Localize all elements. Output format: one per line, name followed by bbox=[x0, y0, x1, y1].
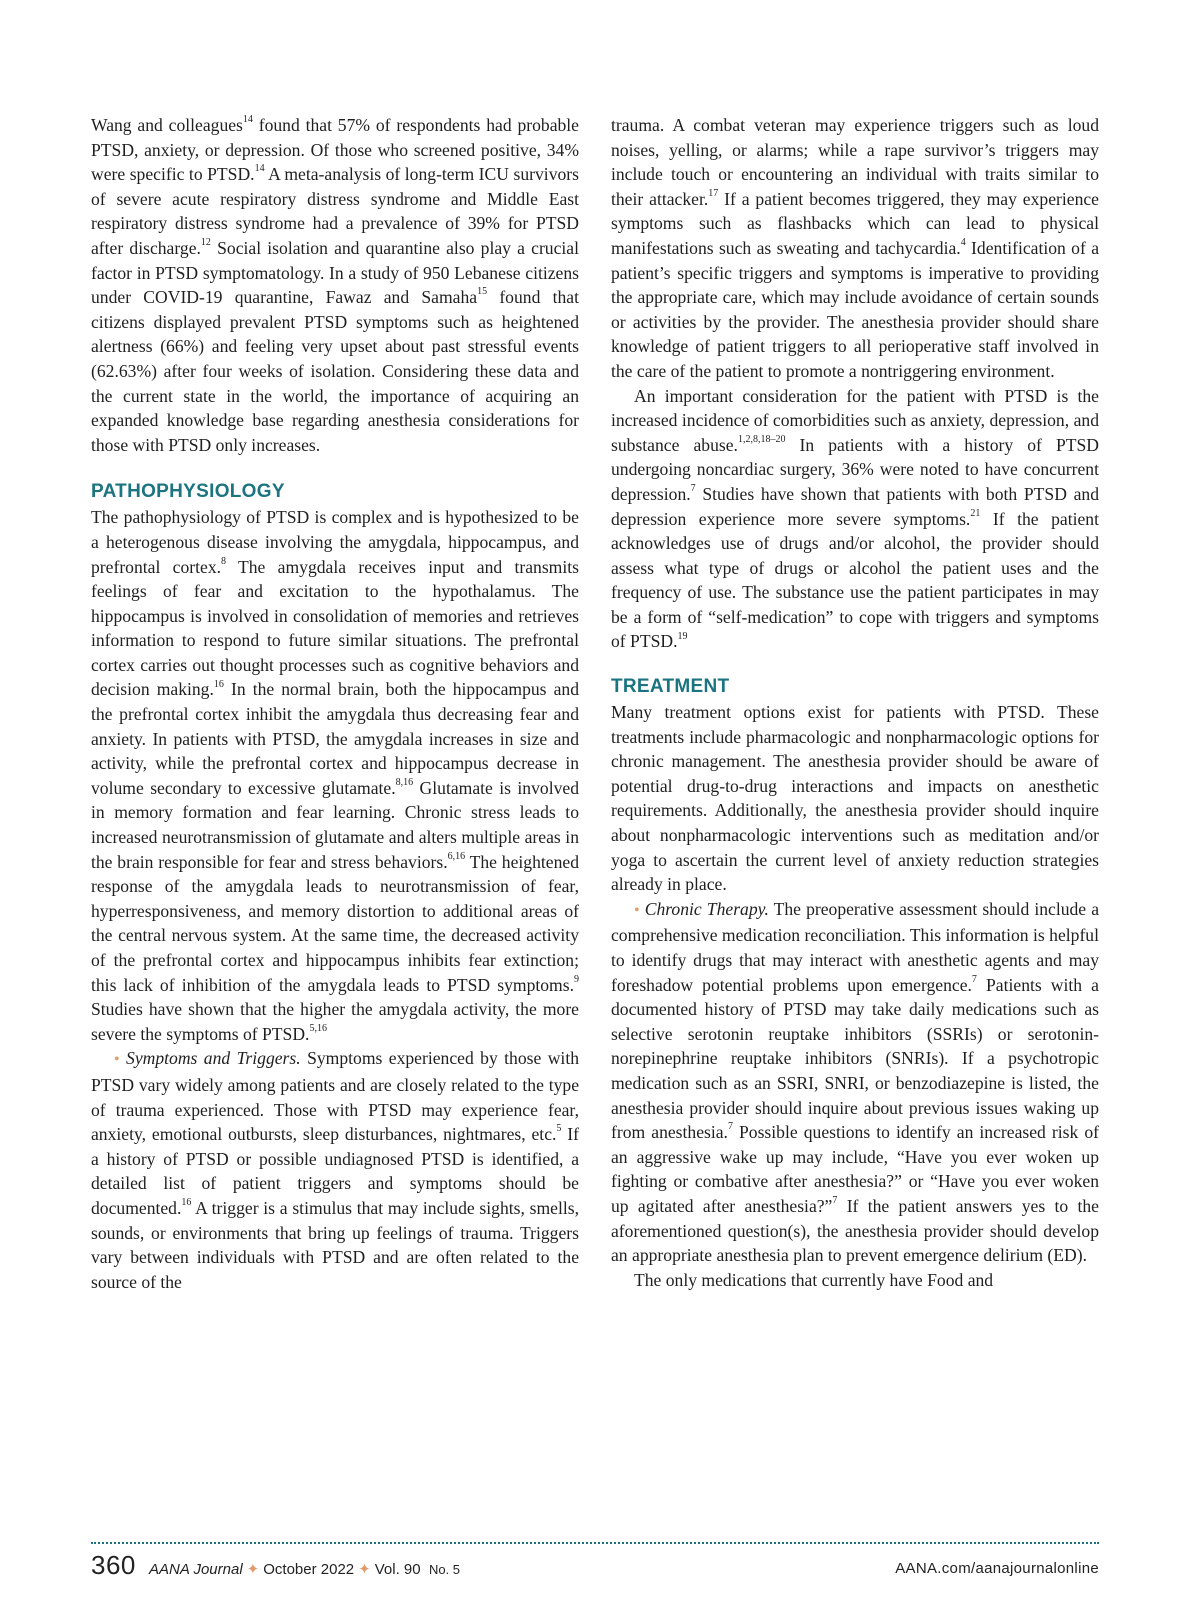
citation: 5 bbox=[556, 1123, 562, 1135]
bullet-icon: • bbox=[634, 901, 640, 919]
citation: 8,16 bbox=[395, 776, 414, 788]
diamond-icon: ✦ bbox=[358, 1561, 371, 1578]
paragraph-triggers-continued: trauma. A combat veteran may experience triggers such as loud noises, yelling, or alarms; while a rape survivor’s triggers may include touch or encountering an individual with traits similar to their attacker.$^{17}$ If a patient becomes triggered, they may experience symptoms such as flashbacks which can lead to physical manifestations such as sweating and tachycardia.$^4$ Identification of a patient’s specific triggers and symptoms is imperative to providing the appropriate care, which may include avoidance of certain sounds or activities by the provider. The anesthesia provider should share knowledge of patient triggers to all perioperative staff involved in the care of the patient to promote a nontriggering environment. bbox=[611, 115, 1100, 381]
section-heading-treatment: TREATMENT bbox=[611, 676, 730, 698]
citation: 14 bbox=[242, 114, 253, 126]
diamond-icon: ✦ bbox=[246, 1561, 260, 1578]
issue-date: October 2022 bbox=[263, 1561, 355, 1578]
citation: 7 bbox=[832, 1195, 838, 1207]
citation: 5,16 bbox=[309, 1022, 327, 1034]
right-column bbox=[611, 113, 1099, 1292]
citation: 21 bbox=[970, 507, 981, 519]
paragraph-symptoms-triggers: • Symptoms and Triggers. Symptoms experienced by those with PTSD vary widely among patients and are closely related to the type of trauma experienced. Those with PTSD may experience fear, anxiety, emotional outbursts, sleep disturbances, nightmares, etc.$^5$ If a history of PTSD or possible undiagnosed PTSD is identified, a detailed list of patient triggers and symptoms should be documented.$^{16}$ A trigger is a stimulus that may include sights, smells, sounds, or environments that bring up feelings of trauma. Triggers vary between individuals with PTSD and are often related to the source of the bbox=[91, 1048, 580, 1292]
citation: 15 bbox=[477, 286, 488, 298]
paragraph-comorbidities: An important consideration for the patient with PTSD is the increased incidence of comorbidities such as anxiety, depression, and substance abuse.$^{1,2,8,18-20}$ In patients with a history of PTSD undergoing noncardiac surgery, 36% were noted to have concurrent depression.$^7$ Studies have shown that patients with both PTSD and depression experience more severe symptoms.$^{21}$ If the patient acknowledges use of drugs and/or alcohol, the provider should assess what type of drugs or alcohol the patient uses and the frequency of use. The substance use the patient participates in may be a form of “self-medication” to cope with triggers and symptoms of PTSD.$^{19}$ bbox=[611, 385, 1099, 652]
citation: 9 bbox=[574, 973, 579, 985]
footer-divider bbox=[91, 1542, 1099, 1544]
citation: 19 bbox=[677, 630, 688, 642]
citation: 16 bbox=[213, 678, 224, 690]
run-in-heading: Chronic Therapy. bbox=[644, 898, 769, 919]
citation: 4 bbox=[960, 237, 966, 249]
bullet-icon: • bbox=[114, 1051, 120, 1069]
paragraph-fda-medications: The only medications that currently have Food and bbox=[634, 1269, 994, 1290]
journal-citation bbox=[149, 1560, 460, 1578]
paragraph-intro-continued: Wang and colleagues$^{14}$ found that 57% of respondents had probable PTSD, anxiety, or depression. Of those who screened positive, 34% were specific to PTSD.$^{14}$ A meta-analysis of long-term ICU survivors of severe acute respiratory distress syndrome and Middle East respiratory distress syndrome had a prevalence of 39% for PTSD after discharge.$^{12}$ Social isolation and quarantine also play a crucial factor in PTSD symptomatology. In a study of 950 Lebanese citizens under COVID-19 quarantine, Fawaz and Samaha$^{15}$ found that citizens displayed prevalent PTSD symptoms such as heightened alertness (66%) and feeling very upset about past stressful events (62.63%) after four weeks of isolation. Considering these data and the current state in the world, the importance of acquiring an expanded knowledge base regarding anesthesia considerations for those with PTSD only increases. bbox=[91, 114, 579, 455]
section-heading-pathophysiology: PATHOPHYSIOLOGY bbox=[91, 481, 285, 503]
run-in-heading: Symptoms and Triggers. bbox=[126, 1048, 301, 1069]
page-number: 360 bbox=[91, 1550, 136, 1580]
citation: 7 bbox=[690, 483, 696, 495]
citation: 14 bbox=[254, 163, 265, 175]
journal-name: AANA Journal bbox=[149, 1561, 243, 1578]
left-column bbox=[91, 113, 579, 1294]
citation: 7 bbox=[727, 1121, 733, 1133]
citation: 7 bbox=[971, 973, 977, 985]
citation: 12 bbox=[200, 237, 211, 249]
citation: 1,2,8,18–20 bbox=[737, 433, 786, 445]
paragraph-pathophysiology: The pathophysiology of PTSD is complex and is hypothesized to be a heterogenous disease involving the amygdala, hippocampus, and prefrontal cortex.$^8$ The amygdala receives input and transmits feelings of fear and excitation to the hypothalamus. The hippocampus is involved in consolidation of memories and retrieves information to respond to future similar situations. The prefrontal cortex carries out thought processes such as cognitive behaviors and decision making.$^{16}$ In the normal brain, both the hippocampus and the prefrontal cortex inhibit the amygdala thus decreasing fear and anxiety. In patients with PTSD, the amygdala increases in size and activity, while the prefrontal cortex and hippocampus decrease in volume secondary to excessive glutamate.$^{8,16}$ Glutamate is involved in memory formation and fear learning. Chronic stress leads to increased neurotransmission of glutamate and alters multiple areas in the brain responsible for fear and stress behaviors.$^{6,16}$ The heightened response of the amygdala leads to neurotransmission of fear, hyperresponsiveness, and memory distortion to additional areas of the central nervous system. At the same time, the decreased activity of the prefrontal cortex and hippocampus inhibits fear extinction; this lack of inhibition of the amygdala leads to PTSD symptoms.$^9$ Studies have shown that the higher the amygdala activity, the more severe the symptoms of PTSD.$^{5,16}$ bbox=[91, 507, 580, 1044]
journal-url: AANA.com/aanajournalonline bbox=[895, 1560, 1099, 1577]
citation: 17 bbox=[708, 187, 719, 199]
issue-number: No. 5 bbox=[428, 1562, 461, 1577]
citation: 6,16 bbox=[447, 850, 466, 862]
citation: 16 bbox=[181, 1197, 192, 1209]
paragraph-chronic-therapy: • Chronic Therapy. The preoperative assessment should include a comprehensive medication reconciliation. This information is helpful to identify drugs that may interact with anesthetic agents and may foreshadow potential problems upon emergence.$^7$ Patients with a documented history of PTSD may take daily medications such as selective serotonin reuptake inhibitors (SSRIs) or serotonin-norepinephrine reuptake inhibitors (SNRIs). If a psychotropic medication such as an SSRI, SNRI, or benzodiazepine is listed, the anesthesia provider should inquire about previous issues waking up from anesthesia.$^7$ Possible questions to identify an increased risk of an aggressive wake up may include, “Have you ever woken up fighting or combative after anesthesia?” or “Have you ever woken up agitated after anesthesia?”$^7$ If the patient answers yes to the aforementioned question(s), the anesthesia provider should develop an appropriate anesthesia plan to prevent emergence delirium (ED). bbox=[611, 898, 1100, 1266]
page-footer bbox=[91, 1550, 1099, 1586]
paragraph-treatment: Many treatment options exist for patients with PTSD. These treatments include pharmacologic and nonpharmacologic options for chronic management. The anesthesia provider should be aware of potential drug-to-drug interactions and impacts on anesthetic requirements. Additionally, the anesthesia provider should inquire about nonpharmacologic interventions such as meditation and/or yoga to ascertain the current level of anxiety reduction strategies already in place. bbox=[611, 702, 1099, 895]
citation: 8 bbox=[221, 555, 227, 567]
volume: Vol. 90 bbox=[374, 1561, 421, 1578]
